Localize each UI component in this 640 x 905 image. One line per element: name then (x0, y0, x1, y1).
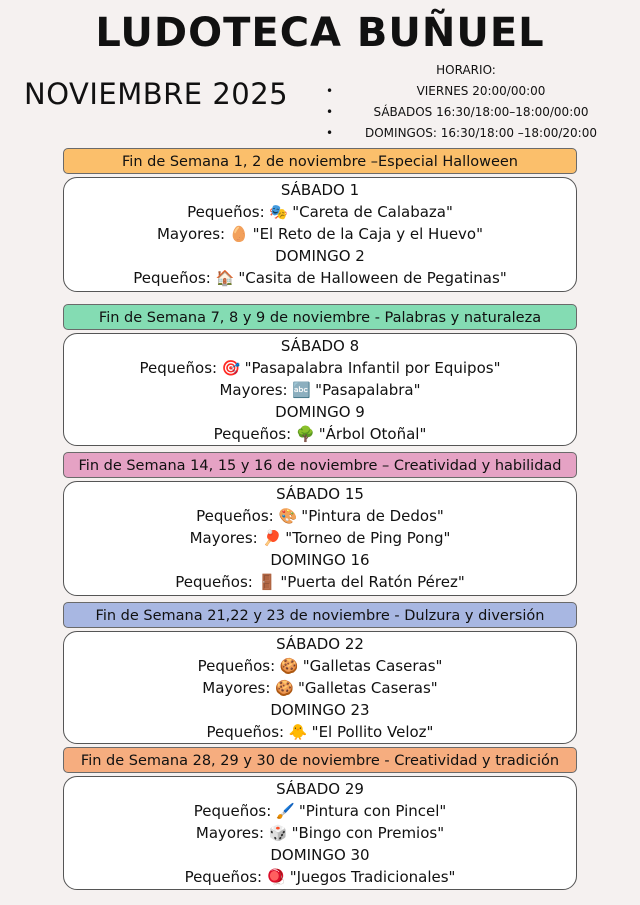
activity-line (64, 201, 576, 223)
group-label: Mayores: (189, 529, 258, 547)
group-label: Mayores: (156, 225, 226, 243)
day-heading: DOMINGO 2 (275, 247, 365, 265)
week-header: Fin de Semana 28, 29 y 30 de noviembre - Creatividad y tradición (63, 747, 577, 773)
page-title: LUDOTECA BUÑUEL (95, 10, 545, 56)
activity-line (64, 223, 576, 245)
activity-title: "Casita de Halloween de Pegatinas" (238, 269, 507, 287)
month-title: NOVIEMBRE 2025 (24, 77, 289, 111)
ping-pong-icon: 🏓 (262, 529, 282, 547)
chick-icon: 🐥 (288, 723, 308, 741)
activity-line (64, 571, 576, 593)
activity-title: "Galletas Caseras" (302, 657, 443, 675)
group-label: Pequeños: (133, 269, 211, 287)
activity-line (64, 527, 576, 549)
week-section (63, 304, 577, 446)
day-heading: SÁBADO 15 (276, 485, 364, 503)
activity-title: "El Pollito Veloz" (311, 723, 434, 741)
schedule-item (322, 102, 622, 123)
week-section (63, 148, 577, 292)
target-icon: 🎯 (221, 359, 241, 377)
week-section (63, 602, 577, 744)
bullet-icon: • (326, 126, 334, 140)
week-section (63, 747, 577, 890)
activity-title: "Juegos Tradicionales" (289, 868, 456, 886)
group-label: Pequeños: (193, 802, 272, 820)
group-label: Mayores: (195, 824, 264, 842)
activity-line (64, 505, 576, 527)
schedule (322, 60, 622, 144)
group-label: Mayores: (202, 679, 271, 697)
cookie-icon: 🍪 (275, 679, 294, 697)
tree-icon: 🌳 (295, 425, 315, 443)
week-header: Fin de Semana 21,22 y 23 de noviembre - Dulzura y diversión (63, 602, 577, 628)
schedule-item (322, 81, 622, 102)
activity-line (64, 677, 576, 699)
activity-line (64, 423, 576, 445)
week-header: Fin de Semana 1, 2 de noviembre –Especial Halloween (63, 148, 577, 174)
day-heading: SÁBADO 22 (276, 635, 364, 653)
activity-line (64, 822, 576, 844)
day-heading: DOMINGO 16 (270, 551, 370, 569)
day-heading: SÁBADO 29 (276, 780, 364, 798)
activity-line (64, 800, 576, 822)
group-label: Pequeños: (197, 657, 276, 675)
week-activities (63, 177, 577, 292)
palette-icon: 🎨 (278, 507, 298, 525)
week-header: Fin de Semana 14, 15 y 16 de noviembre – Creatividad y habilidad (63, 452, 577, 478)
group-label: Pequeños: (184, 868, 263, 886)
activity-title: "Bingo con Premios" (291, 824, 445, 842)
schedule-item-text: SÁBADOS 16:30/18:00–18:00/00:00 (373, 105, 589, 119)
day-heading: DOMINGO 9 (275, 403, 365, 421)
activity-line (64, 655, 576, 677)
activity-title: "Pasapalabra" (315, 381, 421, 399)
schedule-item-text: VIERNES 20:00/00:00 (416, 84, 546, 98)
activity-line (64, 267, 576, 289)
house-icon: 🏠 (215, 269, 235, 287)
activity-title: "Galletas Caseras" (297, 679, 438, 697)
day-heading: DOMINGO 30 (270, 846, 370, 864)
day-heading: SÁBADO 8 (280, 337, 360, 355)
group-label: Pequeños: (139, 359, 218, 377)
activity-line (64, 721, 576, 743)
activity-line (64, 379, 576, 401)
group-label: Pequeños: (213, 425, 292, 443)
activity-title: "Torneo de Ping Pong" (285, 529, 451, 547)
activity-title: "Careta de Calabaza" (292, 203, 453, 221)
group-label: Pequeños: (187, 203, 265, 221)
activity-title: "El Reto de la Caja y el Huevo" (252, 225, 484, 243)
week-header: Fin de Semana 7, 8 y 9 de noviembre - Palabras y naturaleza (63, 304, 577, 330)
activity-line (64, 866, 576, 888)
schedule-title: HORARIO: (436, 63, 496, 77)
paintbrush-icon: 🖌️ (276, 802, 295, 820)
week-activities (63, 631, 577, 744)
mask-icon: 🎭 (269, 203, 289, 221)
week-activities (63, 776, 577, 890)
group-label: Pequeños: (175, 573, 253, 591)
activity-title: "Árbol Otoñal" (318, 425, 427, 443)
activity-title: "Pintura de Dedos" (301, 507, 444, 525)
door-icon: 🚪 (257, 573, 277, 591)
activity-title: "Pintura con Pincel" (298, 802, 447, 820)
group-label: Pequeños: (206, 723, 285, 741)
activity-title: "Pasapalabra Infantil por Equipos" (244, 359, 501, 377)
schedule-item (322, 123, 622, 144)
activity-title: "Puerta del Ratón Pérez" (280, 573, 465, 591)
letters-icon: 🔤 (292, 381, 312, 399)
dice-icon: 🎲 (268, 824, 288, 842)
group-label: Mayores: (219, 381, 288, 399)
group-label: Pequeños: (196, 507, 274, 525)
day-heading: DOMINGO 23 (270, 701, 370, 719)
bullet-icon: • (326, 84, 334, 98)
week-activities (63, 481, 577, 596)
yoyo-icon: 🪀 (266, 868, 286, 886)
bullet-icon: • (326, 105, 334, 119)
schedule-item-text: DOMINGOS: 16:30/18:00 –18:00/20:00 (364, 126, 597, 140)
egg-icon: 🥚 (229, 225, 249, 243)
week-activities (63, 333, 577, 446)
activity-line (64, 357, 576, 379)
week-section (63, 452, 577, 596)
cookie-icon: 🍪 (279, 657, 299, 675)
day-heading: SÁBADO 1 (280, 181, 360, 199)
